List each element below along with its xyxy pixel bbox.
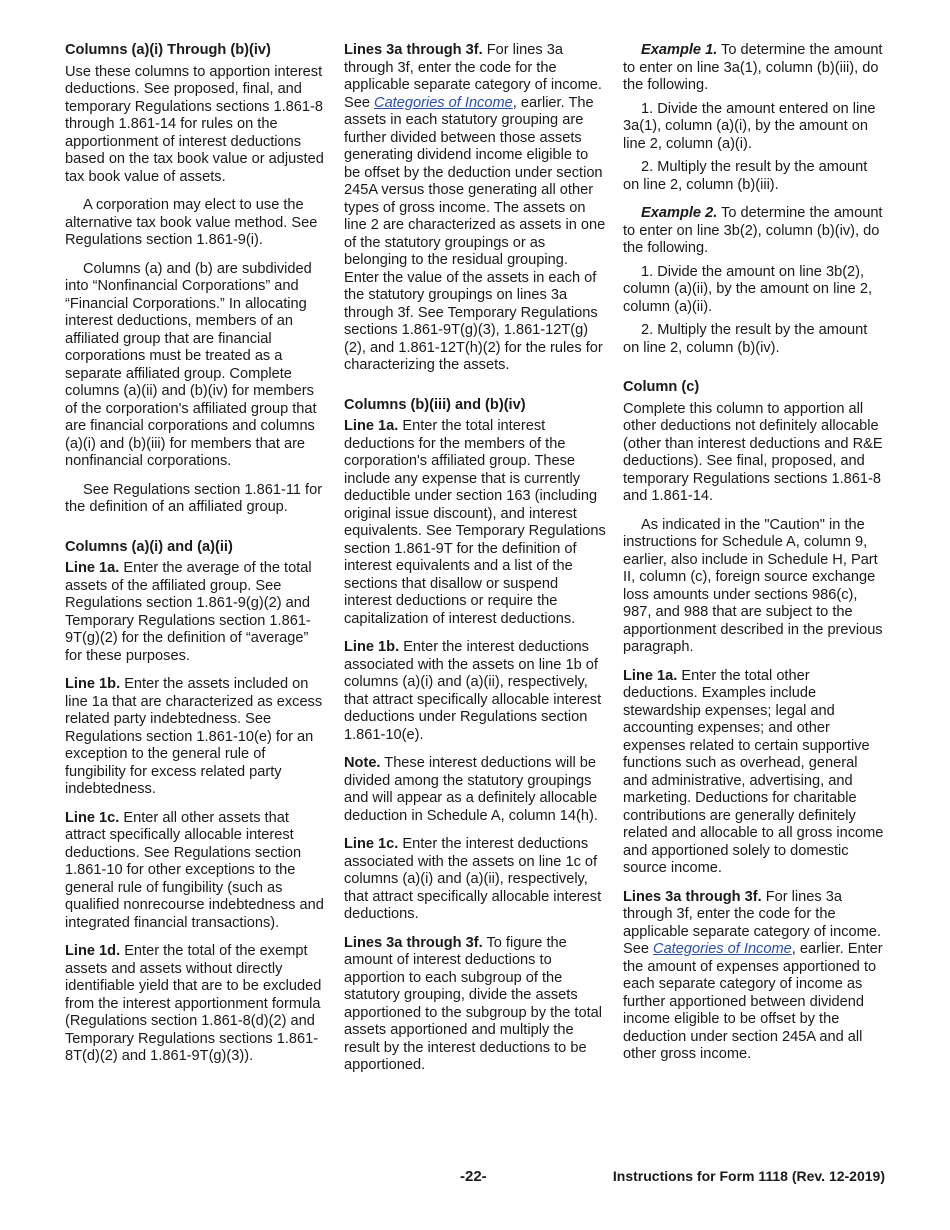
paragraph: Complete this column to apportion all other deductions not definitely allocable (other than interest deductions and R&E deductions). See final, proposed, and temporary Regulations sections 1.861-8 and 1.861-14. (623, 400, 883, 504)
line-1a-paragraph (344, 418, 606, 628)
paragraph: Use these columns to apportion interest deductions. See proposed, final, and temporary Regulations sections 1.861-8 through 1.861-14 for rules on the apportionment of interest deductions based on the tax book value or adjusted tax book value of assets. (65, 63, 324, 185)
line-label: Line 1b. (65, 676, 121, 692)
heading-columns-biii-and-biv: Columns (b)(iii) and (b)(iv) (344, 396, 526, 413)
lines-3a-3f-paragraph (344, 42, 606, 375)
example-text: To determine the amount to enter on line 3a(1), column (b)(iii), do the following. (623, 42, 883, 93)
line-text: , earlier. The assets in each statutory grouping are further divided between those assets generating dividend income eligible to be offset by the deduction under section 245A versus those generating all other types of gross income. The assets on line 2 are characterized as assets in one of the statutory groupings or as belonging to the residual grouping. Enter the value of the assets in each of the statutory groupings on lines 3a through 3f. See Temporary Regulations sections 1.861-9T(g)(3), 1.861-12T(g)(2), and 1.861-12T(h)(2) for the rules for characterizing the assets. (344, 94, 606, 373)
line-text: For lines 3a through 3f, enter the code for the applicable separate category of income. See (623, 888, 881, 957)
paragraph: See Regulations section 1.861-11 for the definition of an affiliated group. (65, 481, 323, 515)
footer-title: Instructions for Form 1118 (Rev. 12-2019) (612, 1168, 885, 1184)
line-text: Enter the assets included on line 1a that are characterized as excess related party indebtedness. See Regulations section 1.861-10(e) for an exception to the general rule of fungibility for excess related party indebtedness. (65, 676, 323, 797)
paragraph: A corporation may elect to use the alternative tax book value method. See Regulations section 1.861-9(i). (65, 197, 318, 248)
line-label: Line 1c. (65, 809, 120, 826)
example-2-paragraph (623, 205, 885, 258)
line-text: For lines 3a through 3f, enter the code for the applicable separate category of income. See (344, 42, 602, 111)
line-label: Lines 3a through 3f. (344, 934, 483, 951)
line-label: Line 1b. (344, 639, 400, 655)
line-1b-paragraph (65, 676, 327, 799)
column-1 (65, 42, 327, 1077)
example-step: 1. Divide the amount entered on line 3a(1), column (a)(i), by the amount on line 2, column (a)(i). (623, 100, 876, 152)
line-text: Enter the total other deductions. Examples include stewardship expenses; legal and accounting expenses; and other expenses related to certain supportive functions such as overhead, general and administrative, advertising, and marketing. Deductions for charitable contributions are generally definitely related and allocable to all gross income and apportioned solely to domestic source income. (623, 667, 884, 876)
note-paragraph (344, 755, 606, 825)
line-label: Line 1a. (344, 418, 399, 434)
line-1d-paragraph (65, 943, 327, 1066)
example-1-paragraph (623, 42, 885, 95)
example-step: 1. Divide the amount on line 3b(2), column (a)(ii), by the amount on line 2, column (a)(ii). (623, 263, 873, 315)
line-label: Lines 3a through 3f. (623, 888, 762, 905)
line-text: Enter the average of the total assets of the affiliated group. See Regulations section 1.861-9(g)(2) and Temporary Regulations section 1.861-9T(g)(2) for the definition of “average” for these purposes. (65, 560, 312, 664)
line-1a-paragraph (65, 560, 327, 665)
line-1c-paragraph (344, 836, 606, 924)
line-text: Enter the interest deductions associated with the assets on line 1c of columns (a)(i) and (a)(ii), respectively, that attract specifically allocable interest deductions. (344, 836, 602, 922)
heading-columns-ai-through-biv: Columns (a)(i) Through (b)(iv) (65, 42, 271, 58)
heading-columns-ai-and-aii: Columns (a)(i) and (a)(ii) (65, 538, 233, 555)
note-label: Note. (344, 755, 381, 771)
line-text: , earlier. Enter the amount of expenses apportioned to each separate category of income as further apportioned between dividend income eligible to be offset by the deduction under section 245A and all other gross income. (623, 941, 883, 1062)
line-text: Enter the total of the exempt assets and assets without directly identifiable yield that are to be excluded from the interest apportionment formula (Regulations section 1.861-8(d)(2) and Temporary Regulations sections 1.861-8T(d)(2) and 1.861-9T(g)(3)). (65, 943, 322, 1064)
line-label: Line 1d. (65, 943, 121, 959)
line-1c-paragraph (65, 810, 327, 933)
line-label: Lines 3a through 3f. (344, 42, 483, 58)
line-text: Enter the total interest deductions for the members of the corporation's affiliated group. These include any expense that is currently deductible under section 163 (including original issue discount), and interest equivalents. See Temporary Regulations section 1.861-9T for the definition of interest equivalents and a list of the sections that disallow or suspend interest deductions or require the capitalization of interest deductions. (344, 418, 606, 627)
line-label: Line 1a. (623, 667, 678, 684)
line-text: Enter the interest deductions associated with the assets on line 1b of columns (a)(i) and (a)(ii), respectively, that attract specifically allocable interest deductions under Regulations section 1.861-10(e). (344, 639, 602, 743)
paragraph: As indicated in the "Caution" in the instructions for Schedule A, column 9, earlier, also include in Schedule H, Part II, column (c), foreign source exchange loss amounts under sections 986(c), 987, and 988 that are subject to the apportionment described in the previous paragraph. (623, 516, 883, 655)
paragraph: Columns (a) and (b) are subdivided into “Nonfinancial Corporations” and “Financial Corporations.” In allocating interest deductions, members of an affiliated group that are financial corporations must be treated as a separate affiliated group. Complete columns (a)(ii) and (b)(iv) for members of the corporation's affiliated group that are financial corporations and columns (a)(i) and (b)(iii) for members that are nonfinancial corporations. (65, 260, 317, 469)
lines-3a-3f-paragraph (344, 935, 606, 1075)
page-number: -22- (460, 1168, 487, 1185)
categories-of-income-link[interactable]: Categories of Income (653, 941, 792, 957)
example-step: 2. Multiply the result by the amount on line 2, column (b)(iii). (623, 159, 868, 193)
example-step: 2. Multiply the result by the amount on line 2, column (b)(iv). (623, 322, 868, 356)
categories-of-income-link[interactable]: Categories of Income (374, 94, 513, 111)
note-text: These interest deductions will be divided among the statutory groupings and will appear as a definitely allocable deduction in Schedule A, column 14(h). (344, 755, 598, 824)
line-label: Line 1c. (344, 836, 399, 852)
example-label: Example 1. (641, 42, 718, 58)
lines-3a-3f-paragraph (623, 889, 885, 1064)
column-3 (623, 42, 885, 1075)
column-2 (344, 42, 606, 1086)
line-1a-paragraph (623, 668, 885, 878)
line-1b-paragraph (344, 639, 606, 744)
example-label: Example 2. (641, 205, 718, 221)
line-label: Line 1a. (65, 560, 120, 576)
example-text: To determine the amount to enter on line 3b(2), column (b)(iv), do the following. (623, 205, 883, 256)
line-text: To figure the amount of interest deductions to apportion to each subgroup of the statutory grouping, divide the assets apportioned to the subgroup by the total assets apportioned and multiply the result by the interest deductions to be apportioned. (344, 934, 603, 1073)
heading-column-c: Column (c) (623, 379, 700, 395)
line-text: Enter all other assets that attract specifically allocable interest deductions. See Regulations section 1.861-10 for other exceptions to the general rule of fungibility (such as qualified nonrecourse indebtedness and integrated financial transactions). (65, 809, 324, 931)
